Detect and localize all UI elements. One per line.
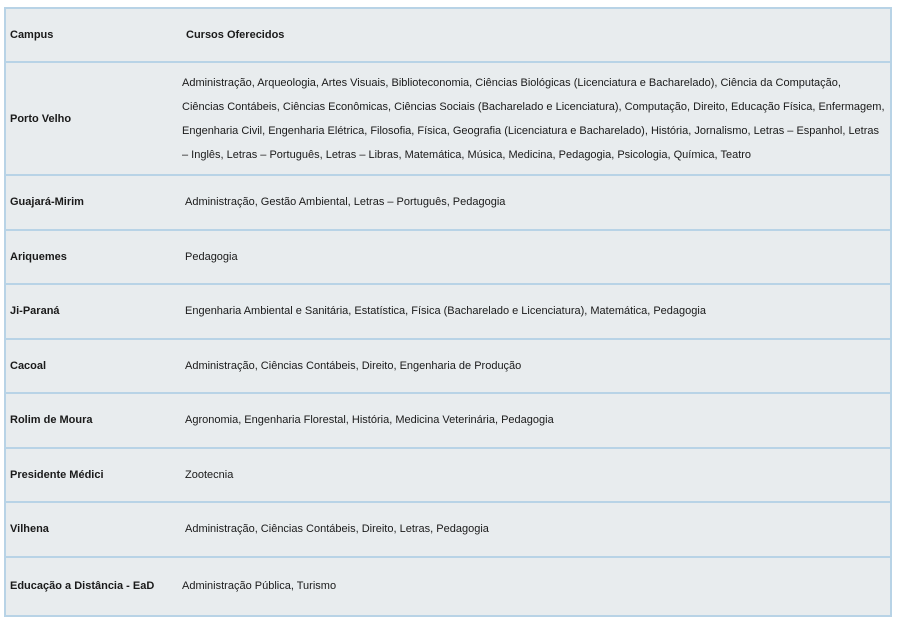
courses-cell: Administração, Arqueologia, Artes Visuais, Biblioteconomia, Ciências Biológicas (Licenciatura e Bacharelado), Ciência da Computação, Ciências Contábeis, Ciências Econômicas, Ciências Sociais (Bacharelado e Licenciatura), Computação, Direito, Educação Física, Enfermagem, Engenharia Civil, Engenharia Elétrica, Filosofia, Física, Geografia (Licenciatura e Bacharelado), História, Jornalismo, Letras – Espanhol, Letras – Inglês, Letras – Português, Letras – Libras, Matemática, Música, Medicina, Pedagogia, Psicologia, Química, Teatro: [182, 76, 885, 161]
header-campus: Campus: [10, 29, 54, 41]
table-row: [6, 394, 890, 449]
campus-cell: Educação a Distância - EaD: [10, 580, 155, 592]
table-row: [6, 231, 890, 286]
campus-cell: Rolim de Moura: [10, 414, 93, 427]
campus-cell: Vilhena: [10, 523, 49, 536]
courses-cell: Administração, Ciências Contábeis, Direito, Engenharia de Produção: [185, 359, 522, 372]
table-row: [6, 176, 890, 231]
campus-cell: Presidente Médici: [10, 468, 104, 481]
table-row: [6, 63, 890, 176]
header-courses: Cursos Oferecidos: [186, 29, 285, 41]
courses-cell: Administração Pública, Turismo: [182, 580, 337, 592]
table-row: [6, 558, 890, 615]
courses-cell: Zootecnia: [185, 468, 234, 481]
table-row: [6, 340, 890, 395]
courses-cell: Administração, Ciências Contábeis, Direito, Letras, Pedagogia: [185, 523, 489, 536]
campus-cell: Guajará-Mirim: [10, 196, 84, 209]
campus-cell: Porto Velho: [10, 112, 72, 125]
courses-cell: Administração, Gestão Ambiental, Letras – Português, Pedagogia: [185, 196, 506, 209]
campus-cell: Cacoal: [10, 359, 47, 372]
courses-cell: Agronomia, Engenharia Florestal, História, Medicina Veterinária, Pedagogia: [185, 414, 554, 427]
courses-cell: Engenharia Ambiental e Sanitária, Estatística, Física (Bacharelado e Licenciatura), Matemática, Pedagogia: [185, 305, 706, 318]
table-row: [6, 285, 890, 340]
campus-cell: Ariquemes: [10, 250, 67, 263]
table-row: [6, 503, 890, 558]
courses-table: [4, 7, 892, 617]
campus-cell: Ji-Paraná: [10, 305, 60, 318]
table-header-row: [6, 9, 890, 63]
courses-cell: Pedagogia: [185, 250, 238, 263]
table-row: [6, 449, 890, 504]
